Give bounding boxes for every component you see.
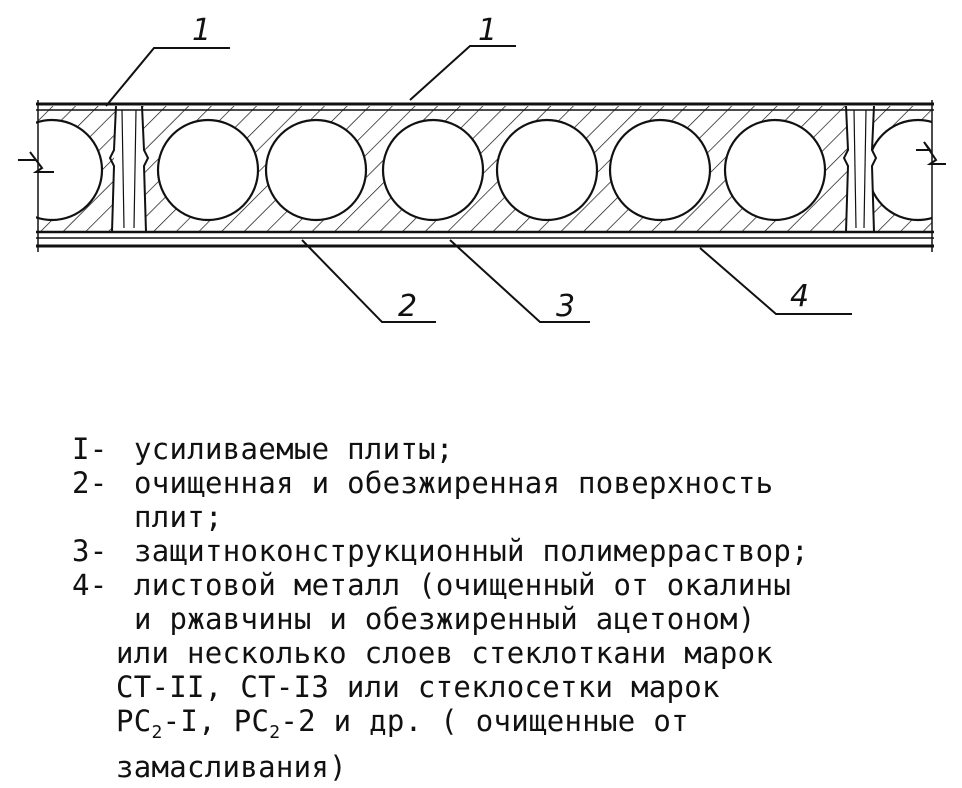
legend-item-4 xyxy=(72,568,932,602)
legend-item-1 xyxy=(72,432,932,466)
slab-cross-section-drawing xyxy=(0,0,962,360)
legend-continuation: замасливания) xyxy=(116,749,347,784)
legend-text: листовой металл (очищенный от окалины xyxy=(134,568,792,602)
void-circle xyxy=(868,120,962,220)
legend-text: защитноконструкционный полимерраствор; xyxy=(134,534,809,568)
legend-continuation: и ржавчины и обезжиренный ацетоном) xyxy=(134,602,756,636)
void-circle xyxy=(725,120,825,220)
legend-number: I- xyxy=(72,432,108,466)
void-circle xyxy=(497,120,597,220)
subscript: 2 xyxy=(151,721,163,743)
void-circle xyxy=(610,120,710,220)
legend-number: 4- xyxy=(72,568,108,602)
callout-label-1-left: 1 xyxy=(192,13,212,48)
void-circle xyxy=(383,120,483,220)
legend-item-2 xyxy=(72,466,932,500)
void-circle xyxy=(158,120,258,220)
legend-number: 2- xyxy=(72,466,108,500)
void-circle xyxy=(266,120,366,220)
legend-text-part: РС xyxy=(116,704,152,738)
callout-label-3: 3 xyxy=(556,289,576,324)
legend-number: 3- xyxy=(72,534,108,568)
legend-text: очищенная и обезжиренная поверхность xyxy=(134,466,774,500)
callout-label-4: 4 xyxy=(790,279,810,314)
concrete-slab-body xyxy=(2,106,962,232)
legend-continuation xyxy=(72,704,932,750)
leader-4 xyxy=(700,248,852,314)
legend-text-part: -2 и др. ( очищенные от xyxy=(280,704,689,738)
slab-joint-left xyxy=(110,106,148,232)
callout-label-2: 2 xyxy=(398,289,418,324)
void-circle xyxy=(2,120,102,220)
legend xyxy=(72,432,932,784)
legend-continuation: СТ-II, СТ-I3 или стеклосетки марок xyxy=(116,670,720,704)
subscript: 2 xyxy=(269,721,281,743)
legend-text: усиливаемые плиты; xyxy=(134,432,454,466)
slab-joint-right xyxy=(844,106,876,232)
legend-text-part: -I, РС xyxy=(162,704,270,738)
legend-continuation: плит; xyxy=(134,500,223,534)
leader-1-left xyxy=(106,48,230,106)
callout-label-1-right: 1 xyxy=(478,13,498,48)
leader-1-right xyxy=(410,46,516,100)
legend-item-3 xyxy=(72,534,932,568)
legend-continuation: или несколько слоев стеклоткани марок xyxy=(116,636,774,670)
